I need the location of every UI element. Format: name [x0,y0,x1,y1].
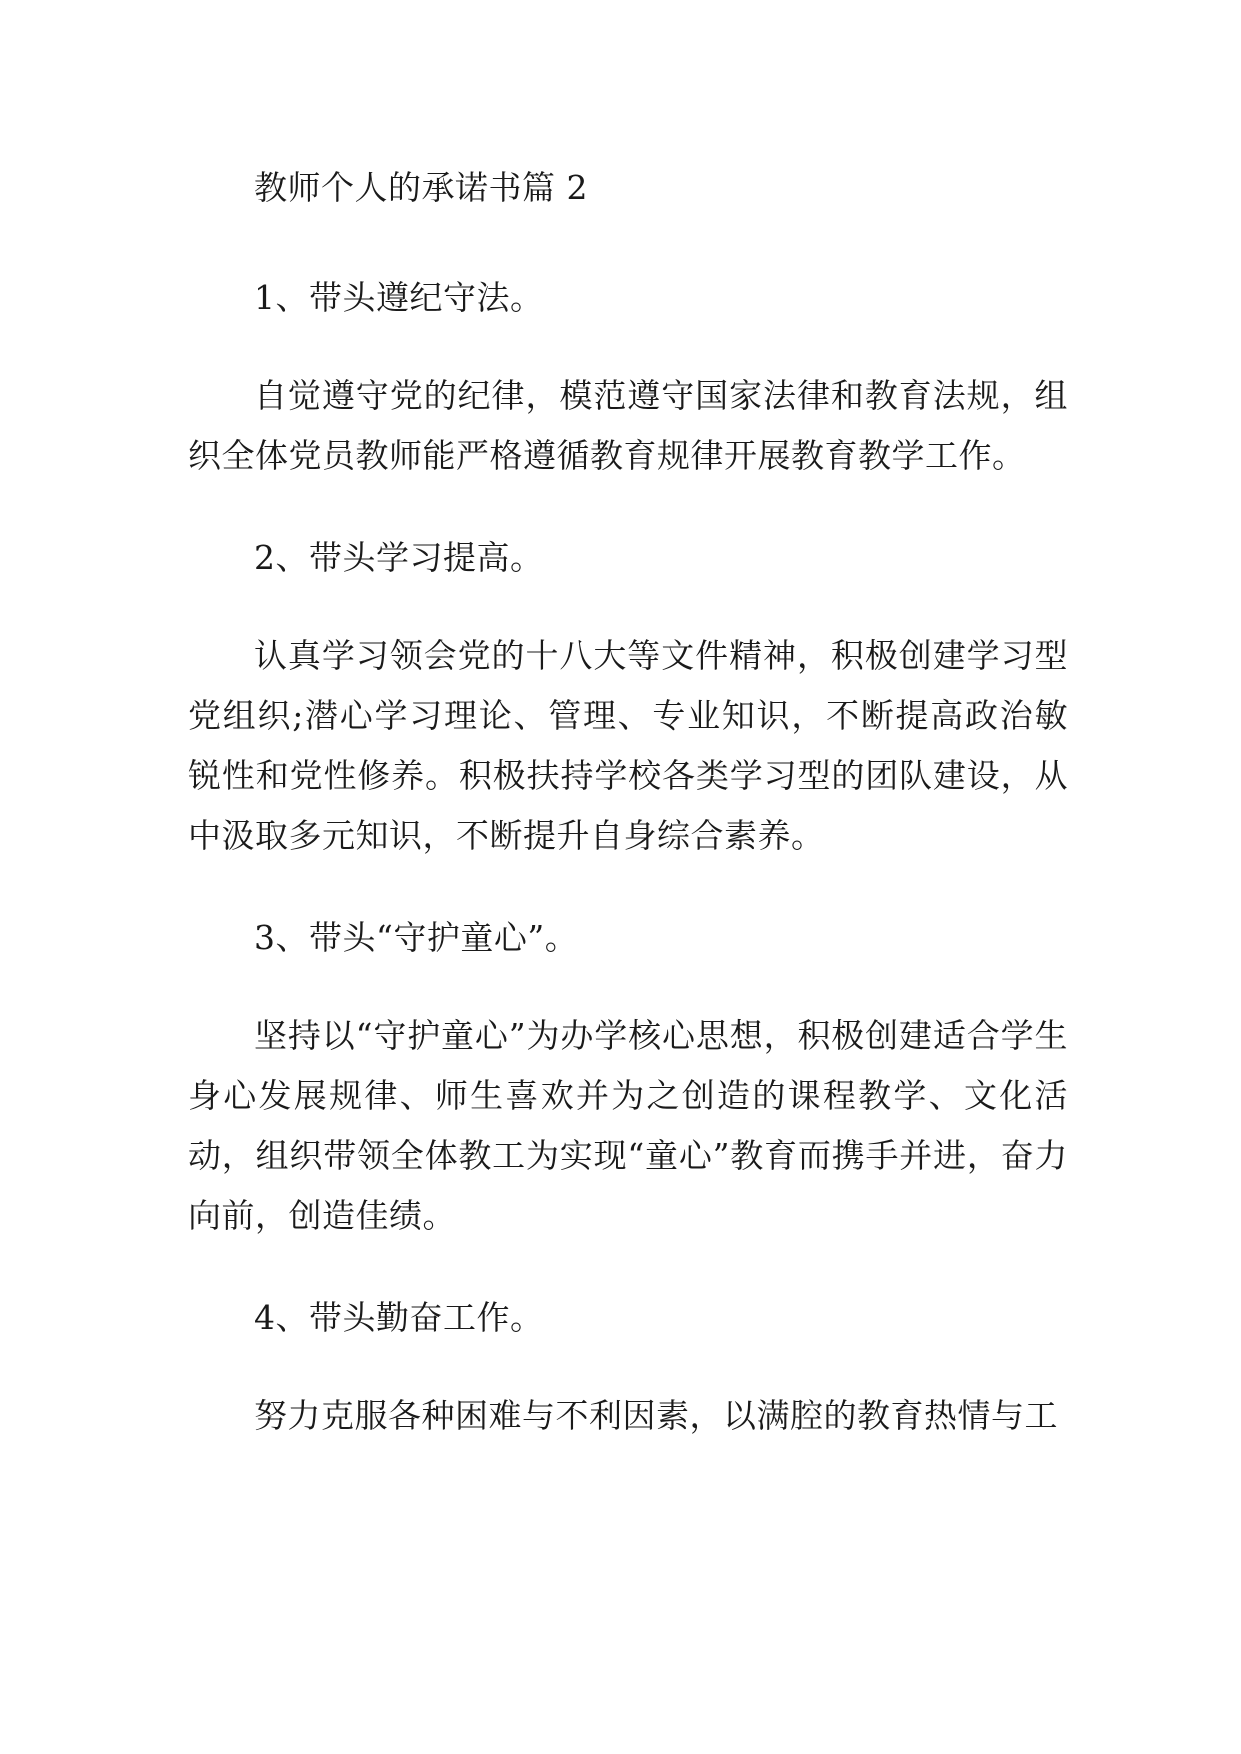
section-4-title: 4、带头勤奋工作。 [254,1298,544,1337]
section-1-title: 1、带头遵纪守法。 [254,278,544,317]
section-2-body: 认真学习领会党的十八大等文件精神，积极创建学习型党组织;潜心学习理论、管理、专业知识，不断提高政治敏锐性和党性修养。积极扶持学校各类学习型的团队建设，从中汲取多元知识，不断提升自身综合素养。 [188,636,1068,855]
section-3-title: 3、带头“守护童心”。 [254,918,579,957]
section-2-title: 2、带头学习提高。 [254,538,544,577]
section-3-body: 坚持以“守护童心”为办学核心思想，积极创建适合学生身心发展规律、师生喜欢并为之创造的课程教学、文化活动，组织带领全体教工为实现“童心”教育而携手并进，奋力向前，创造佳绩。 [188,1016,1068,1235]
section-4-body: 努力克服各种困难与不利因素，以满腔的教育热情与工 [254,1396,1058,1435]
document-heading: 教师个人的承诺书篇 2 [254,168,588,207]
section-1-body: 自觉遵守党的纪律，模范遵守国家法律和教育法规，组织全体党员教师能严格遵循教育规律开展教育教学工作。 [188,376,1068,475]
